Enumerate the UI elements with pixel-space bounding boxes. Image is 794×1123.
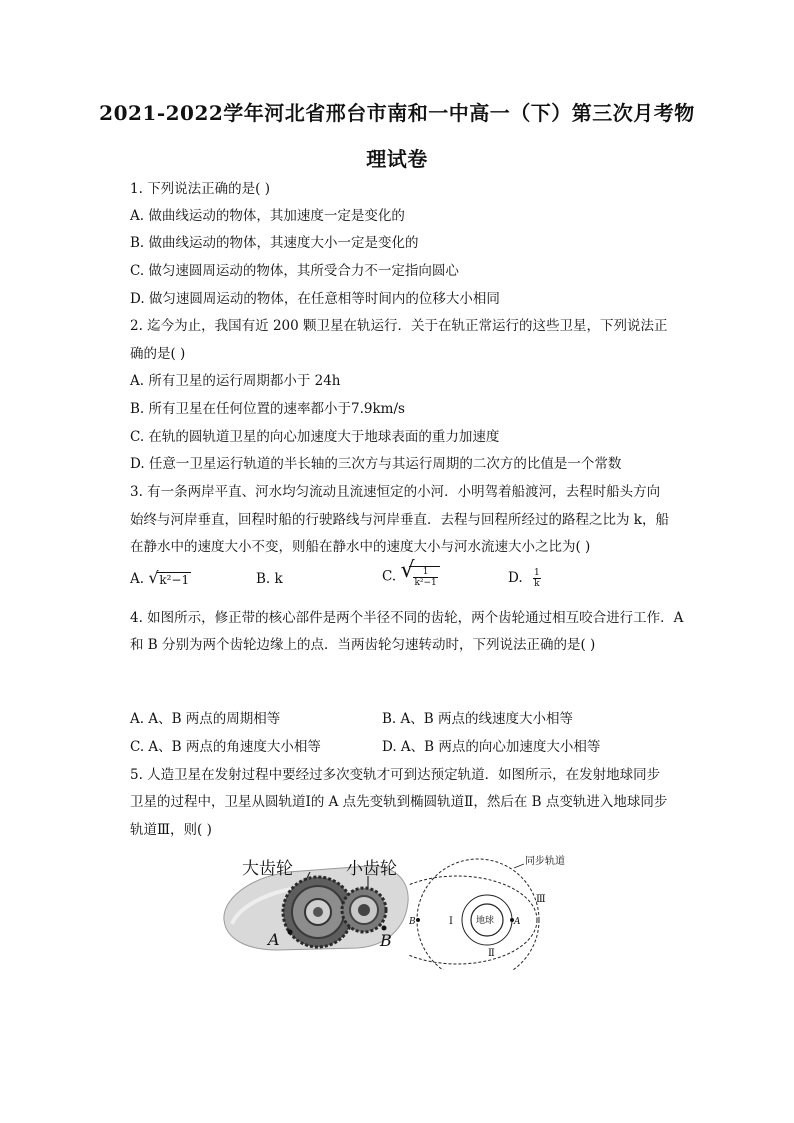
fraction (413, 567, 437, 588)
numerator: 1 (533, 568, 540, 578)
q4-stem-line2: 和 B 分别为两个齿轮边缘上的点．当两齿轮匀速转动时，下列说法正确的是( ) (130, 637, 596, 653)
big-gear-axle (313, 907, 323, 917)
q3-option-b: B. k (256, 571, 283, 587)
q4-option-a: A. A、B 两点的周期相等 (130, 711, 281, 727)
fraction (533, 568, 541, 589)
q5-stem-line1: 5. 人造卫星在发射过程中要经过多次变轨才可到达预定轨道．如图所示，在发射地球同步 (130, 767, 661, 783)
radical-sign-icon: √ (400, 558, 415, 583)
orbit-ii-label: Ⅱ (488, 948, 495, 959)
q2-option-a: A. 所有卫星的运行周期都小于 24h (130, 373, 341, 389)
orbit-i-label: Ⅰ (449, 916, 453, 927)
radicand: k²−1 (159, 572, 190, 587)
q2-option-b: B. 所有卫星在任何位置的速率都小于7.9km/s (130, 401, 405, 417)
q2-stem-line1: 2. 迄今为止，我国有近 200 颗卫星在轨运行．关于在轨正常运行的这些卫星，下列说法正 (130, 318, 668, 334)
point-a-marker (288, 930, 293, 935)
orbit-figure (408, 850, 584, 970)
q4-option-b: B. A、B 两点的线速度大小相等 (382, 711, 573, 727)
sqrt-expression (148, 567, 191, 589)
point-b-marker (382, 926, 387, 931)
q1-option-c: C. 做匀速圆周运动的物体，其所受合力不一定指向圆心 (130, 263, 459, 279)
earth-label: 地球 (476, 916, 495, 926)
small-gear-axle (358, 904, 370, 916)
q3-option-d (508, 568, 541, 589)
q3-stem-line1: 3. 有一条两岸平直、河水均匀流动且流速恒定的小河．小明驾着船渡河，去程时船头方向 (130, 484, 661, 500)
sync-orbit-label: 同步轨道 (525, 856, 565, 867)
denominator: k (534, 579, 540, 589)
page-title-line2: 理试卷 (366, 147, 428, 171)
sync-orbit-leader-line (514, 864, 524, 868)
gear-figure (218, 850, 414, 954)
point-a-label: A (514, 917, 521, 927)
q4-option-c: C. A、B 两点的角速度大小相等 (130, 739, 321, 755)
q4-option-d: D. A、B 两点的向心加速度大小相等 (382, 739, 601, 755)
orbit-iii-label: Ⅲ (536, 894, 546, 905)
q3-option-d-label: D. (508, 570, 523, 586)
q2-option-c: C. 在轨的圆轨道卫星的向心加速度大于地球表面的重力加速度 (130, 429, 500, 445)
q2-stem-line2: 确的是( ) (130, 346, 186, 362)
q1-option-d: D. 做匀速圆周运动的物体，在任意相等时间内的位移大小相同 (130, 291, 500, 307)
q1-stem: 1. 下列说法正确的是( ) (130, 181, 270, 197)
q1-option-a: A. 做曲线运动的物体，其加速度一定是变化的 (130, 208, 405, 224)
point-b-marker (416, 918, 420, 922)
sqrt-expression (400, 558, 439, 588)
q3-stem-line2: 始终与河岸垂直，回程时船的行驶路线与河岸垂直．去程与回程所经过的路程之比为 k，船 (130, 512, 669, 528)
q5-stem-line2: 卫星的过程中，卫星从圆轨道Ⅰ的 A 点先变轨到椭圆轨道Ⅱ，然后在 B 点变轨进入地球同步 (130, 794, 668, 810)
q3-option-a (130, 567, 191, 589)
q3-option-a-label: A. (130, 571, 145, 587)
small-gear-label: 小齿轮 (346, 859, 397, 879)
q5-stem-line3: 轨道Ⅲ，则( ) (130, 822, 212, 838)
q3-option-c-label: C. (382, 568, 397, 585)
point-b-label: B (409, 917, 416, 927)
point-a-label: A (268, 930, 280, 949)
denominator: k²−1 (414, 578, 437, 588)
point-b-label: B (380, 931, 392, 950)
page-title-line1: 2021-2022学年河北省邢台市南和一中高一（下）第三次月考物 (99, 101, 695, 125)
q3-option-c (382, 558, 440, 588)
numerator: 1 (413, 567, 437, 578)
q2-option-d: D. 任意一卫星运行轨道的半长轴的三次方与其运行周期的二次方的比值是一个常数 (130, 456, 622, 472)
q3-stem-line3: 在静水中的速度大小不变，则船在静水中的速度大小与河水流速大小之比为( ) (130, 539, 591, 555)
q4-stem-line1: 4. 如图所示，修正带的核心部件是两个半径不同的齿轮，两个齿轮通过相互咬合进行工作．A (130, 610, 684, 626)
q1-option-b: B. 做曲线运动的物体，其速度大小一定是变化的 (130, 235, 419, 251)
radical-sign-icon: √ (148, 567, 159, 587)
big-gear-label: 大齿轮 (242, 859, 293, 879)
